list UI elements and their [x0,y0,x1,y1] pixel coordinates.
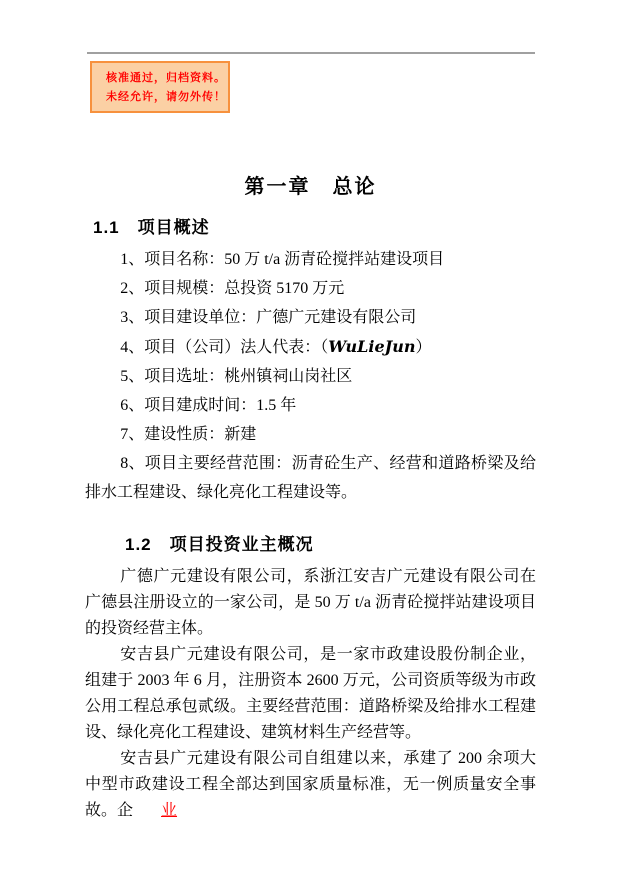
paragraph [85,564,536,642]
list-item-text-after: ） [415,339,432,356]
list-item-text: 7、建设性质：新建 [120,426,257,443]
list-item [85,391,536,420]
list-item-text: 6、项目建成时间：1.5 年 [120,397,297,414]
investor-paragraphs [85,564,536,824]
list-item-text: 8、项目主要经营范围：沥青砼生产、经营和道路桥梁及给排水工程建设、绿化亮化工程建设等。 [85,455,536,501]
stamp-line-2: 未经允许，请勿外传！ [106,91,226,103]
list-item [85,449,536,507]
paragraph [85,746,536,824]
section-1-2-heading: 1.2 项目投资业主概况 [125,535,314,554]
paragraph [85,642,536,746]
paragraph-text: 安吉县广元建设有限公司自组建以来，承建了 200 余项大中型市政建设工程全部达到国家质量标准，无一例质量安全事故。企 [85,750,536,819]
list-item [85,303,536,332]
list-item [85,245,536,274]
list-item-text: 3、项目建设单位：广德广元建设有限公司 [120,309,417,326]
list-item [85,274,536,303]
stamp-line-1: 核准通过，归档资料。 [106,72,226,84]
list-item [85,332,536,362]
project-overview-list [85,245,536,507]
section-1-1-heading: 1.1 项目概述 [93,218,210,237]
list-item-text: 1、项目名称：50 万 t/a 沥青砼搅拌站建设项目 [120,251,445,268]
list-item-text: 2、项目规模：总投资 5170 万元 [120,280,345,297]
list-item [85,362,536,391]
document-body [85,170,536,824]
header-divider [87,52,535,54]
list-item [85,420,536,449]
paragraph-text: 安吉县广元建设有限公司，是一家市政建设股份制企业，组建于 2003 年 6 月，注册资本 2600 万元，公司资质等级为市政公用工程总承包贰级。主要经营范围：道路桥梁及给排水工程建设、绿化亮化工程建设、建筑材料生产经营等。 [85,646,536,741]
legal-representative-signature: WuLieJun [328,337,416,356]
list-item-text: 4、项目（公司）法人代表：（ [120,339,329,356]
chapter-title: 第一章 总论 [244,176,377,198]
paragraph-text: 广德广元建设有限公司，系浙江安吉广元建设有限公司在广德县注册设立的一家公司，是 50 万 t/a 沥青砼搅拌站建设项目的投资经营主体。 [85,568,536,637]
approval-stamp [90,61,230,113]
list-item-text: 5、项目选址：桃州镇祠山岗社区 [120,368,353,385]
red-underlined-char[interactable]: 业 [161,802,178,819]
